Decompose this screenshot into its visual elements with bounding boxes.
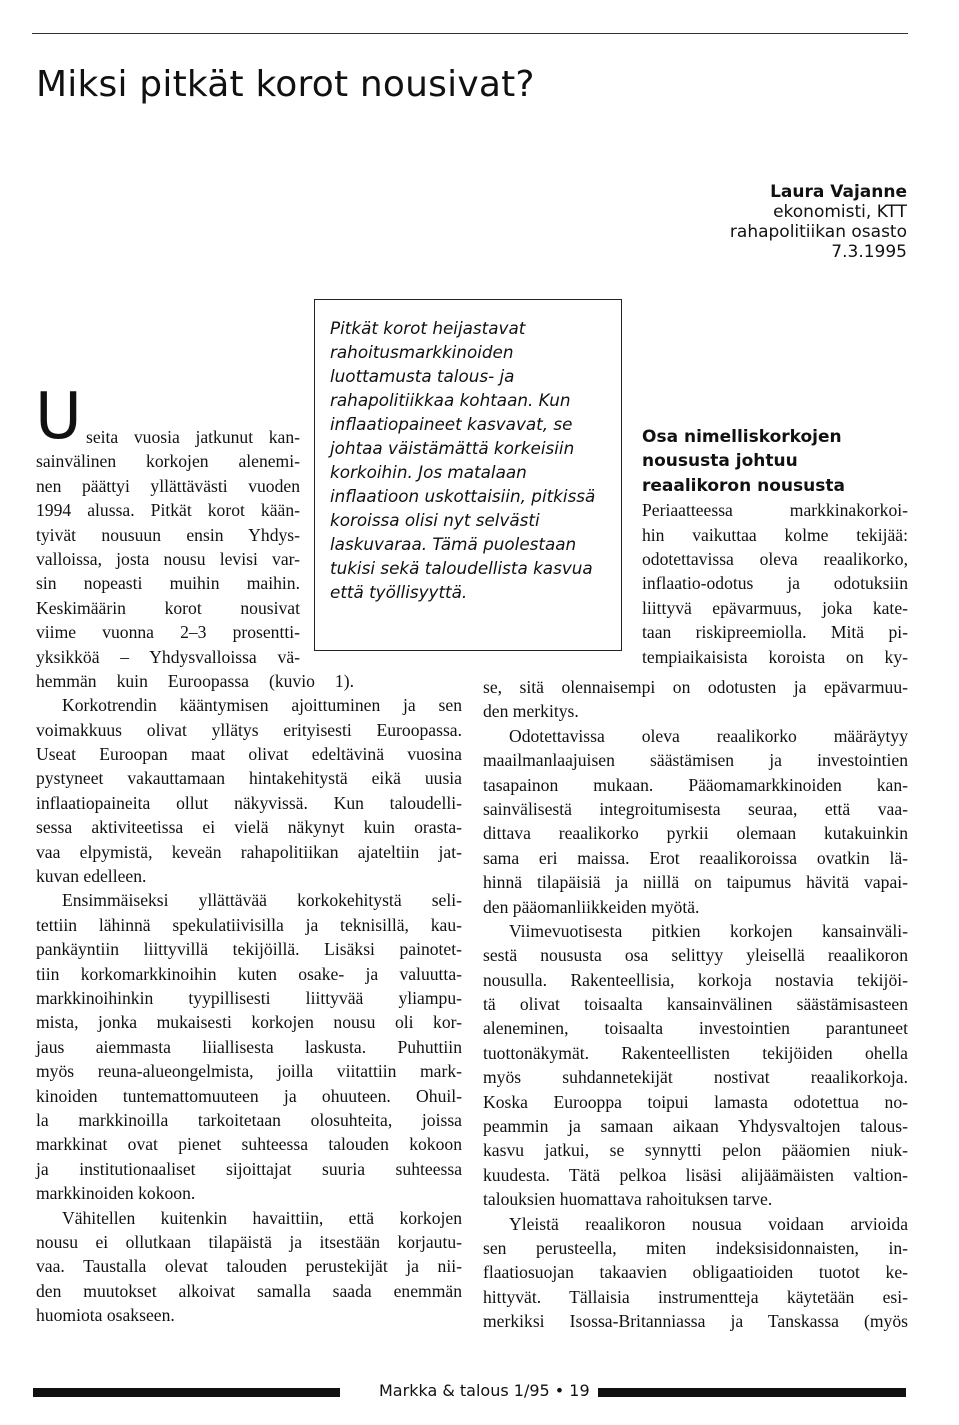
paragraph-line: den pääomanliikkeiden myötä.: [483, 896, 700, 917]
paragraph-line: sainvälinen korkojen alenemi-: [36, 451, 300, 472]
paragraph-line: se, sitä olennaisempi on odotusten ja epävarmuu-: [483, 677, 908, 697]
author-block: [730, 182, 907, 262]
paragraph-line: jaus aiemmasta liiallisesta laskusta. Puhuttiin: [36, 1036, 462, 1057]
right-column: [483, 675, 908, 1334]
paragraph-line: pystyneet vakauttamaan hintakehitystä eikä uusia: [36, 768, 462, 789]
paragraph-line: Keskimäärin korot nousivat: [36, 597, 300, 618]
paragraph-line: maailmanlaajuisen säästämisen ja investointien: [483, 750, 908, 771]
paragraph-line: kinoiden tuntemattomuuteen ja ohuuteen. Ohuil-: [36, 1085, 462, 1106]
paragraph-line: Odotettavissa oleva reaalikorko määräytyy: [509, 725, 908, 746]
paragraph-line: Ensimmäiseksi yllättävää korkokehitystä seli-: [62, 890, 462, 911]
paragraph-line: talouksien huomattava rahoituksen tarve.: [483, 1189, 773, 1210]
paragraph-line: nousulla. Rakenteellisia, korkoja nostavia tekijöi-: [483, 969, 908, 990]
left-column: [36, 425, 462, 1327]
paragraph-line: hinnä tilapäisiä ja niillä on taipumus hävitä vapai-: [483, 872, 908, 893]
paragraph-line: sama eri maissa. Erot reaalikoroissa ovatkin lä-: [483, 847, 908, 868]
author-role: ekonomisti, KTT: [773, 202, 907, 222]
paragraph-line: hemmän kuin Euroopassa (kuvio 1).: [36, 670, 354, 691]
pullquote-line: inflaatioon uskottaisiin, pitkissä: [330, 486, 596, 506]
paragraph-line: nousu ei ollutkaan tilapäistä ja itsestään korjautu-: [36, 1231, 462, 1252]
paragraph-line: huomiota osakseen.: [36, 1305, 175, 1326]
paragraph-line: sessa aktiviteetissa ei vielä näkynyt kuin orasta-: [36, 817, 462, 838]
paragraph-line: tyivät nousuun ensin Yhdys-: [36, 524, 300, 545]
paragraph-line: valloissa, josta nousu levisi var-: [36, 548, 300, 569]
paragraph-line: Yleistä reaalikoron nousua voidaan arvioida: [509, 1213, 908, 1234]
pullquote-line: tukisi sekä taloudellista kasvua: [330, 558, 593, 578]
subheading-line: noususta johtuu: [642, 451, 798, 472]
paragraph-line: Vähitellen kuitenkin havaittiin, että korkojen: [62, 1207, 462, 1228]
paragraph-line: nen päättyi yllättävästi vuoden: [36, 475, 300, 496]
paragraph-line: pankäyntiin liittyvillä tekijöillä. Lisäksi painotet-: [36, 939, 462, 960]
subheading-line: reaalikoron noususta: [642, 475, 845, 496]
pullquote-line: Pitkät korot heijastavat: [330, 318, 526, 338]
paragraph-line: den muutokset alkoivat samalla saada enemmän: [36, 1280, 462, 1301]
paragraph-line: den merkitys.: [483, 701, 579, 722]
paragraph-line: myös reuna-alueongelmista, joilla viitattiin mark-: [36, 1061, 462, 1082]
right-upper-column: [642, 425, 908, 669]
footer-bar-right: [598, 1388, 906, 1397]
pullquote-line: korkoihin. Jos matalaan: [330, 462, 527, 482]
paragraph-line: taan riskipreemiolla. Mitä pi-: [642, 622, 908, 643]
paragraph-line: markkinoiden kokoon.: [36, 1183, 196, 1204]
paragraph-line: tettiin lähinnä spekulatiivisilla ja teknisillä, kau-: [36, 914, 462, 935]
pullquote-line: luottamusta talous- ja: [330, 366, 515, 386]
pullquote-line: johtaa väistämättä korkeisiin: [330, 438, 575, 458]
paragraph-line: markkinoihinkin tyypillisesti liittyvää yliampu-: [36, 987, 462, 1008]
article-title: Miksi pitkät korot nousivat?: [36, 64, 535, 105]
pullquote-line: että työllisyyttä.: [330, 582, 468, 602]
paragraph-line: 1994 alussa. Pitkät korot kään-: [36, 500, 300, 521]
article-date: 7.3.1995: [831, 242, 907, 262]
paragraph-line: Koska Eurooppa toipui lamasta odotettua no-: [483, 1091, 908, 1112]
paragraph-line: tiin korkomarkkinoihin kuten osake- ja valuutta-: [36, 963, 462, 984]
paragraph-line: tasapainon mukaan. Pääomamarkkinoiden kan-: [483, 774, 908, 795]
paragraph-line: viime vuonna 2–3 prosentti-: [36, 622, 300, 643]
paragraph-line: myös suhdannetekijät nostivat reaalikorkoja.: [483, 1067, 908, 1088]
paragraph-line: odotettavissa oleva reaalikorko,: [642, 548, 908, 569]
pullquote-line: rahoitusmarkkinoiden: [330, 342, 514, 362]
paragraph-line: ja institutionaaliset sijoittajat suuria suhteessa: [36, 1158, 462, 1179]
paragraph-line: dittava reaalikorko pyrkii olemaan kutakuinkin: [483, 823, 908, 844]
paragraph-line: sestä noususta osa selittyy yleisellä reaalikoron: [483, 945, 908, 966]
footer-bar-left: [33, 1388, 340, 1397]
paragraph-line: inflaatiopaineita ollut näkyvissä. Kun taloudelli-: [36, 792, 462, 813]
paragraph-line: mista, jonka mukaisesti korkojen nousu oli kor-: [36, 1012, 462, 1033]
pullquote-line: rahapolitiikkaa kohtaan. Kun: [330, 390, 571, 410]
paragraph-line: Korkotrendin kääntymisen ajoittuminen ja sen: [62, 695, 462, 716]
paragraph-line: tempiaikaisista koroista on ky-: [642, 646, 908, 667]
paragraph-line: yksikköä – Yhdysvalloissa vä-: [36, 646, 300, 667]
paragraph-line: vaa. Taustalla olevat talouden perustekijät ja nii-: [36, 1256, 462, 1277]
paragraph-line: peammin ja samaan aikaan Yhdysvaltojen talous-: [483, 1116, 908, 1137]
paragraph-line: Viimevuotisesta pitkien korkojen kansainväli-: [509, 920, 908, 941]
paragraph-line: hittyvät. Tällaisia instrumentteja käytetään esi-: [483, 1286, 908, 1307]
paragraph-line: aleneminen, toisaalta investointien parantuneet: [483, 1018, 908, 1039]
paragraph-line: tuottonäkymät. Rakenteellisten tekijöiden ohella: [483, 1042, 908, 1063]
paragraph-line: sin nopeasti muihin maihin.: [36, 573, 300, 594]
pullquote-line: koroissa olisi nyt selvästi: [330, 510, 540, 530]
paragraph-line: la markkinoilla tarkoitetaan olosuhteita, joissa: [36, 1109, 462, 1130]
paragraph-line: Periaatteessa markkinakorkoi-: [642, 500, 908, 521]
paragraph-line: vaa elpymistä, keveän rahapolitiikan ajateltiin jat-: [36, 841, 462, 862]
footer-text: Markka & talous 1/95 • 19: [379, 1381, 590, 1400]
author-department: rahapolitiikan osasto: [729, 222, 907, 242]
paragraph-line: seita vuosia jatkunut kan-: [86, 427, 300, 447]
paragraph-line: kasvu jatkui, se synnytti pelon pääomien niuk-: [483, 1140, 908, 1161]
paragraph-line: sainvälisestä integroitumisesta seuraa, että vaa-: [483, 798, 908, 819]
pullquote-line: inflaatiopaineet kasvavat, se: [330, 414, 573, 434]
pullquote-line: laskuvaraa. Tämä puolestaan: [330, 534, 577, 554]
paragraph-line: flaatiosuojan takaavien obligaatioiden tuotot ke-: [483, 1262, 908, 1283]
paragraph-line: markkinat ovat pienet suhteessa talouden kokoon: [36, 1134, 462, 1155]
paragraph-line: kuvan edelleen.: [36, 866, 147, 887]
paragraph-line: inflaatio-odotus ja odotuksiin: [642, 573, 908, 594]
drop-cap: U: [35, 380, 82, 454]
subheading-line: Osa nimelliskorkojen: [642, 427, 842, 447]
paragraph-line: merkiksi Isossa-Britanniassa ja Tanskassa (myös: [483, 1311, 908, 1332]
paragraph-line: Useat Euroopan maat olivat edeltävinä vuosina: [36, 744, 462, 765]
paragraph-line: kuudesta. Tätä pelkoa lisäsi alijäämäisten valtion-: [483, 1164, 908, 1185]
paragraph-line: liittyvä epävarmuus, joka kate-: [642, 597, 908, 618]
paragraph-line: tä olivat toisaalta kansainvälinen säästämisasteen: [483, 994, 908, 1015]
paragraph-line: hin vaikuttaa kolme tekijää:: [642, 524, 908, 545]
paragraph-line: sen perusteella, miten indeksisidonnaisten, in-: [483, 1237, 908, 1258]
author-name: Laura Vajanne: [770, 182, 907, 202]
paragraph-line: voimakkuus olivat yllätys erityisesti Euroopassa.: [36, 719, 462, 740]
top-rule: [32, 33, 908, 34]
